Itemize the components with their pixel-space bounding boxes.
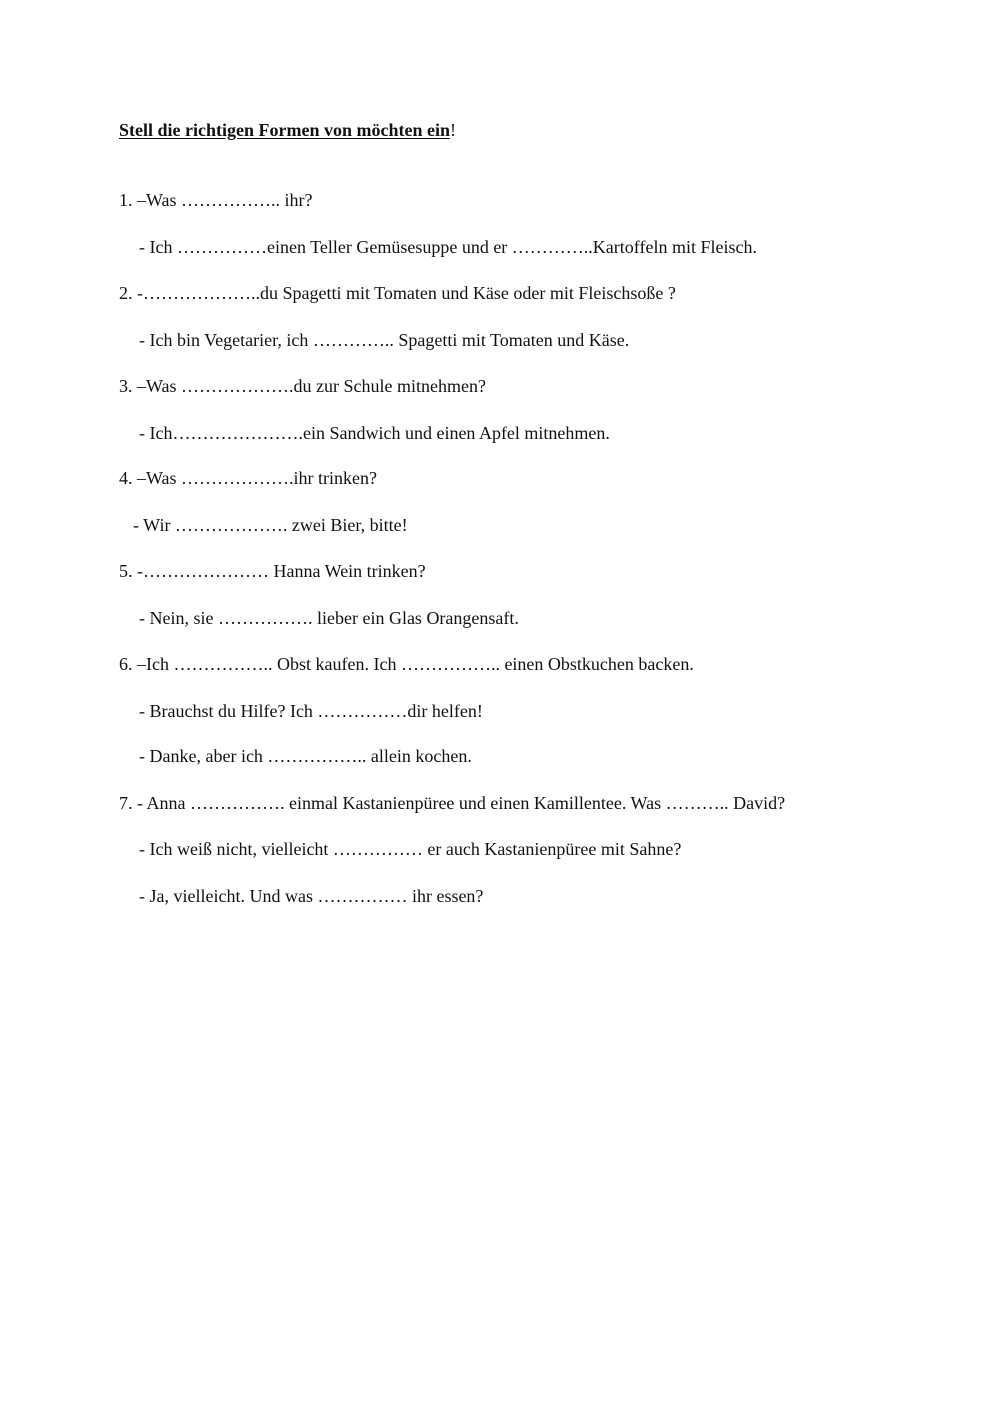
exercise-2-question: 2. -………………..du Spagetti mit Tomaten und Käse oder mit Fleischsoße ? [119,283,676,303]
exercise-6-question: - Brauchst du Hilfe? Ich ……………dir helfen! [139,701,483,721]
exercise-6-answer: - Danke, aber ich …………….. allein kochen. [139,746,472,766]
worksheet-title-text: Stell die richtigen Formen von möchten ein [119,120,450,140]
exercise-3-answer: - Ich………………….ein Sandwich und einen Apfel mitnehmen. [139,423,610,443]
exercise-1-answer: - Ich ……………einen Teller Gemüsesuppe und er …………..Kartoffeln mit Fleisch. [139,237,757,257]
exercise-1-question: 1. –Was …………….. ihr? [119,190,313,210]
exercise-6-statement: 6. –Ich …………….. Obst kaufen. Ich …………….. einen Obstkuchen backen. [119,654,694,674]
exercise-7-question: - Ja, vielleicht. Und was …………… ihr essen? [139,886,484,906]
exercise-5-question: 5. -………………… Hanna Wein trinken? [119,561,426,581]
exercise-7-answer: - Ich weiß nicht, vielleicht …………… er auch Kastanienpüree mit Sahne? [139,839,682,859]
worksheet-title-exclamation: ! [449,120,456,140]
exercise-2-answer: - Ich bin Vegetarier, ich ………….. Spagetti mit Tomaten und Käse. [139,330,630,350]
exercise-5-answer: - Nein, sie ……………. lieber ein Glas Orangensaft. [139,608,519,628]
exercise-7-statement: 7. - Anna ……………. einmal Kastanienpüree und einen Kamillentee. Was ……….. David? [119,793,786,813]
exercise-3-question: 3. –Was ……………….du zur Schule mitnehmen? [119,376,486,396]
worksheet-title [119,118,456,142]
exercise-4-question: 4. –Was ……………….ihr trinken? [119,468,378,488]
exercise-4-answer: - Wir ………………. zwei Bier, bitte! [133,515,408,535]
